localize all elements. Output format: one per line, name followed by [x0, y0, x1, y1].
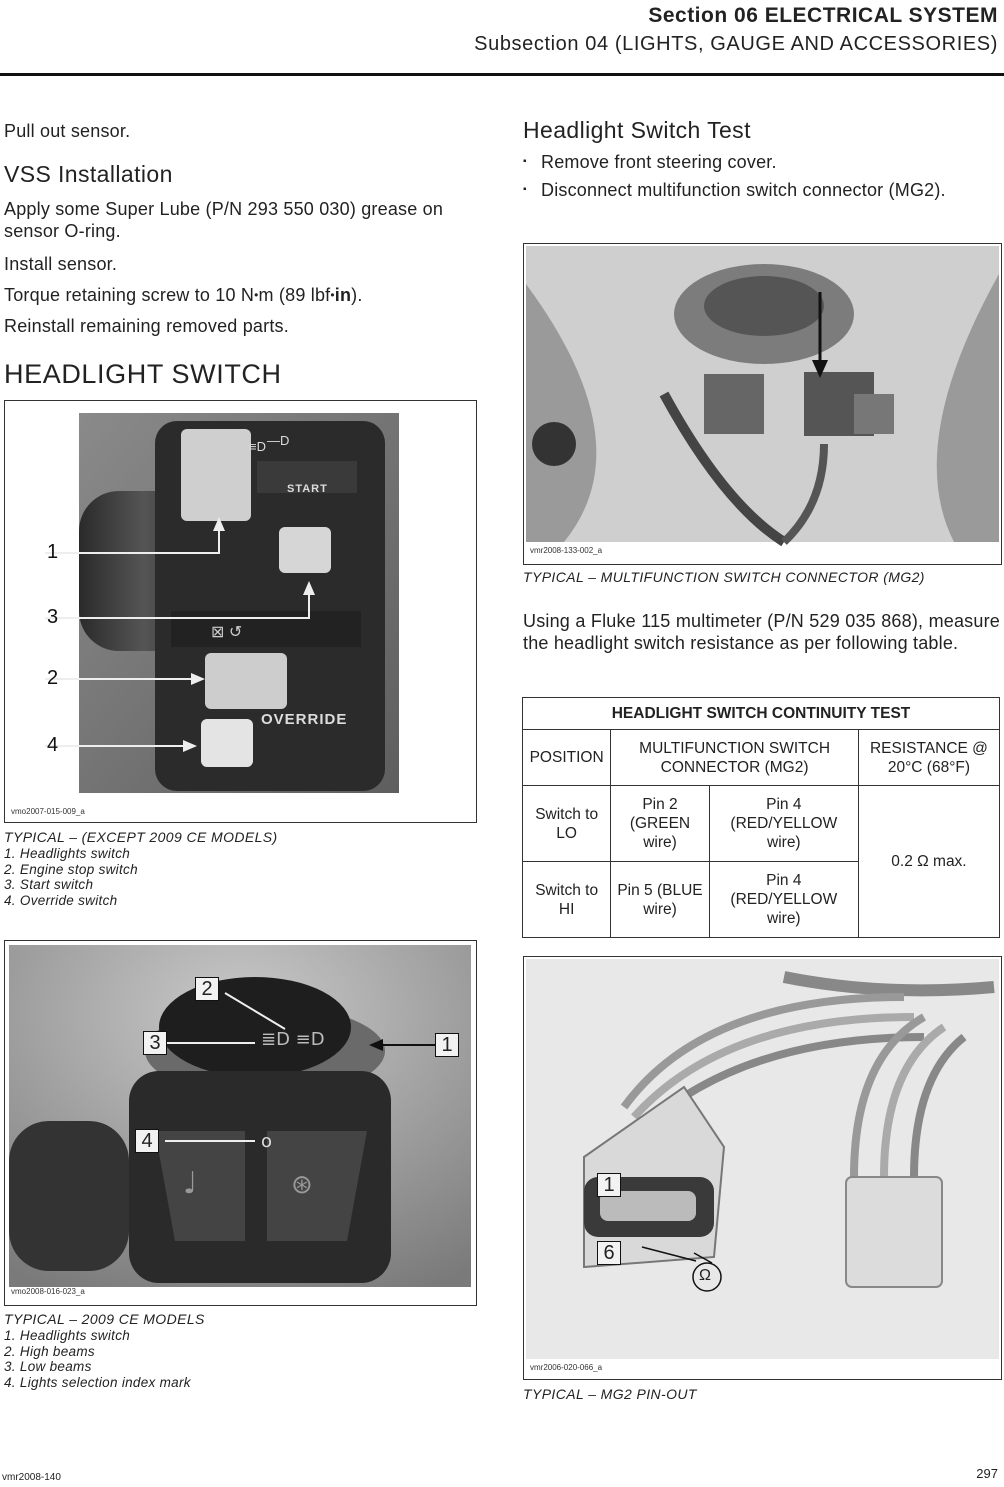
header-rule [0, 73, 1004, 76]
pin-1-label: 1 [597, 1173, 621, 1197]
table-title: HEADLIGHT SWITCH CONTINUITY TEST [523, 698, 1000, 730]
figure-id: vmr2008-133-002_a [530, 546, 603, 555]
cell-pin-b: Pin 4 (RED/YELLOW wire) [709, 786, 858, 862]
callout-3: 3 [143, 1031, 167, 1055]
header-connector: MULTIFUNCTION SWITCH CONNECTOR (MG2) [611, 730, 859, 786]
start-label: START [287, 483, 328, 495]
callout-2: 2 [195, 977, 219, 1001]
svg-text:♩: ♩ [183, 1166, 198, 1201]
figure-mg2-pinout [523, 956, 1002, 1380]
figure-headlight-switch-except-ce [4, 400, 477, 823]
legend-item: 3. Low beams [4, 1359, 92, 1374]
pin-6-label: 6 [597, 1241, 621, 1265]
figure-mg2-connector-location [523, 243, 1002, 565]
figure1-legend [4, 846, 138, 908]
cell-pin-a: Pin 5 (BLUE wire) [611, 862, 709, 938]
figure-id: vmr2006-020-066_a [530, 1363, 603, 1372]
mg2-pinout-photo [524, 957, 1001, 1379]
footer-doc-id: vmr2008-140 [2, 1472, 61, 1483]
multimeter-instruction: Using a Fluke 115 multimeter (P/N 529 035 868), measure the headlight switch resistance as per following table. [523, 611, 1000, 653]
vss-torque-text: Torque retaining screw to 10 N•m (89 lbf•in). [4, 285, 363, 305]
continuity-test-table [522, 697, 1000, 938]
vss-install-text: Install sensor. [4, 254, 118, 274]
figure3-caption: TYPICAL – MULTIFUNCTION SWITCH CONNECTOR (MG2) [523, 569, 925, 585]
legend-item: 2. High beams [4, 1343, 95, 1359]
callout-2: 2 [47, 667, 59, 689]
cell-resistance: 0.2 Ω max. [858, 786, 999, 938]
callout-3: 3 [47, 606, 59, 628]
subsection-title: Subsection 04 (LIGHTS, GAUGE AND ACCESSORIES) [474, 33, 998, 55]
svg-text:≣D ≡D: ≣D ≡D [261, 1029, 325, 1050]
legend-item: 1. Headlights switch [4, 1328, 131, 1343]
handlebar-switch-photo [5, 401, 476, 822]
cell-pin-b: Pin 4 (RED/YELLOW wire) [709, 862, 858, 938]
callout-1: 1 [47, 541, 59, 563]
callout-4: 4 [47, 734, 59, 756]
callout-1: 1 [435, 1033, 459, 1057]
figure-id: vmo2008-016-023_a [11, 1287, 85, 1296]
headlight-switch-test-heading: Headlight Switch Test [523, 117, 751, 143]
figure1-caption: TYPICAL – (EXCEPT 2009 CE MODELS) [4, 829, 278, 845]
cell-position: Switch to LO [523, 786, 611, 862]
svg-text:⊠ ↺: ⊠ ↺ [211, 624, 243, 641]
vss-reinstall-text: Reinstall remaining removed parts. [4, 316, 289, 336]
header-position: POSITION [523, 730, 611, 786]
section-title: Section 06 ELECTRICAL SYSTEM [648, 4, 998, 27]
svg-text:⊛: ⊛ [291, 1170, 313, 1200]
figure2-caption: TYPICAL – 2009 CE MODELS [4, 1311, 205, 1327]
svg-text:≡D: ≡D [249, 439, 266, 454]
cell-position: Switch to HI [523, 862, 611, 938]
test-step: ▪ Remove front steering cover. [523, 151, 1000, 173]
legend-item: 4. Override switch [4, 892, 118, 908]
ohm-symbol: Ω [699, 1267, 711, 1284]
override-label: OVERRIDE [261, 711, 348, 728]
legend-item: 4. Lights selection index mark [4, 1374, 191, 1390]
page-number: 297 [976, 1466, 998, 1481]
figure-headlight-switch-ce [4, 940, 477, 1306]
svg-text:—D: —D [267, 433, 290, 448]
legend-item: 3. Start switch [4, 877, 94, 892]
figure2-legend [4, 1328, 191, 1390]
vss-installation-heading: VSS Installation [4, 161, 173, 187]
legend-item: 1. Headlights switch [4, 846, 131, 861]
cell-pin-a: Pin 2 (GREEN wire) [611, 786, 709, 862]
test-step: ▪ Disconnect multifunction switch connector (MG2). [523, 179, 1000, 201]
headlight-switch-heading: HEADLIGHT SWITCH [4, 359, 282, 389]
test-steps-list [523, 151, 1000, 207]
legend-item: 2. Engine stop switch [4, 861, 138, 877]
ce-switch-photo [5, 941, 476, 1305]
figure-id: vmo2007-015-009_a [11, 807, 85, 816]
figure4-caption: TYPICAL – MG2 PIN-OUT [523, 1386, 697, 1402]
table-row [523, 786, 1000, 862]
header-resistance: RESISTANCE @ 20°C (68°F) [858, 730, 999, 786]
pull-sensor-text: Pull out sensor. [4, 121, 131, 141]
svg-text:o: o [261, 1131, 273, 1152]
connector-location-photo [524, 244, 1001, 564]
vss-grease-text: Apply some Super Lube (P/N 293 550 030) grease on sensor O-ring. [4, 199, 444, 241]
callout-4: 4 [135, 1129, 159, 1153]
